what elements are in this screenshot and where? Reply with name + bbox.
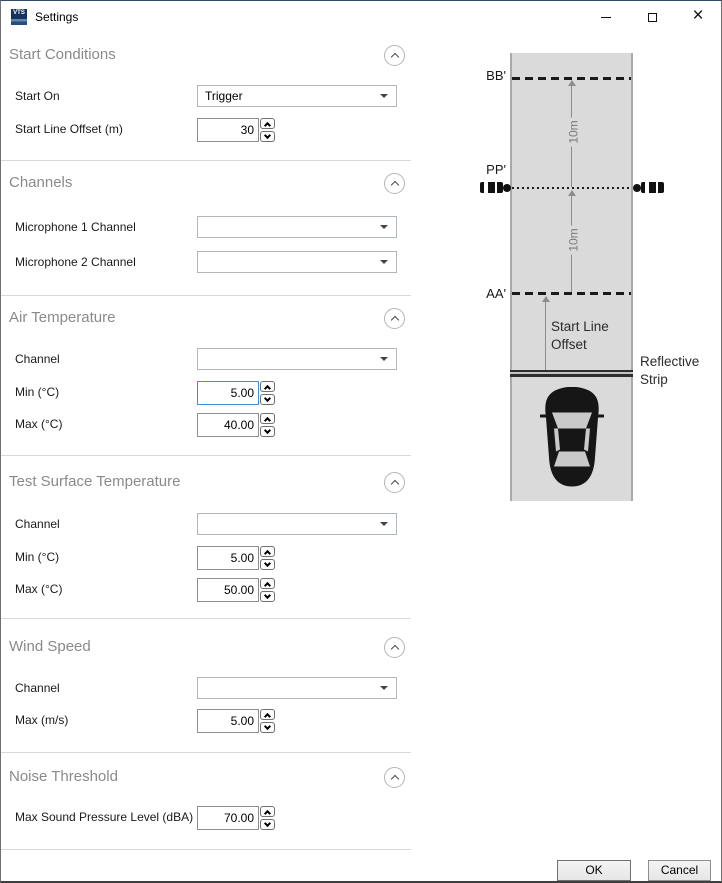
field-label: Channel: [15, 517, 60, 531]
field-label: Microphone 1 Channel: [15, 220, 136, 234]
test-track-diagram: [1, 1, 721, 881]
field-label: Max (°C): [15, 582, 63, 596]
field-label: Channel: [15, 352, 60, 366]
pp-label: PP': [486, 162, 506, 177]
field-label: Min (°C): [15, 385, 60, 399]
start-line-offset-label: Start Line Offset: [551, 319, 609, 352]
field-label: Min (°C): [15, 550, 60, 564]
line-pp: [512, 187, 631, 189]
section-title: Test Surface Temperature: [9, 473, 181, 490]
line-aa: [512, 292, 631, 295]
arrow-up-icon: [568, 80, 576, 86]
close-icon: ×: [692, 5, 704, 26]
cancel-button[interactable]: Cancel: [648, 860, 711, 881]
dim2-label: 10m: [567, 225, 581, 254]
aa-label: AA': [486, 286, 506, 301]
section-title: Air Temperature: [9, 309, 116, 326]
field-label: Start Line Offset (m): [15, 122, 123, 136]
section-title: Noise Threshold: [9, 768, 118, 785]
bb-label: BB': [486, 68, 506, 83]
start-on-select[interactable]: Trigger: [197, 85, 397, 107]
car-icon: [540, 387, 604, 490]
field-label: Max (m/s): [15, 713, 69, 727]
reflective-strip: [510, 370, 633, 377]
field-label: Start On: [15, 89, 60, 103]
ok-button[interactable]: OK: [557, 860, 631, 881]
microphone-body: [480, 182, 503, 193]
arrow-up-icon: [568, 190, 576, 196]
reflective-strip-label: Reflective Strip: [640, 354, 700, 387]
microphone-capsule: [633, 184, 641, 192]
section-title: Wind Speed: [9, 638, 91, 655]
window-title: Settings: [35, 10, 79, 24]
dim1-label: 10m: [567, 117, 581, 146]
offset-arrow: [545, 300, 546, 370]
field-label: Microphone 2 Channel: [15, 255, 136, 269]
field-label: Max Sound Pressure Level (dBA): [15, 810, 194, 824]
microphone-capsule: [503, 184, 511, 192]
section-title: Start Conditions: [9, 46, 116, 63]
microphone-left-icon: [480, 182, 511, 193]
microphone-body: [641, 182, 664, 193]
section-title: Channels: [9, 174, 73, 191]
microphone-right-icon: [633, 182, 664, 193]
app-icon: VTS: [11, 9, 27, 25]
field-label: Max (°C): [15, 417, 63, 431]
field-label: Channel: [15, 681, 60, 695]
arrow-up-icon: [542, 296, 550, 302]
